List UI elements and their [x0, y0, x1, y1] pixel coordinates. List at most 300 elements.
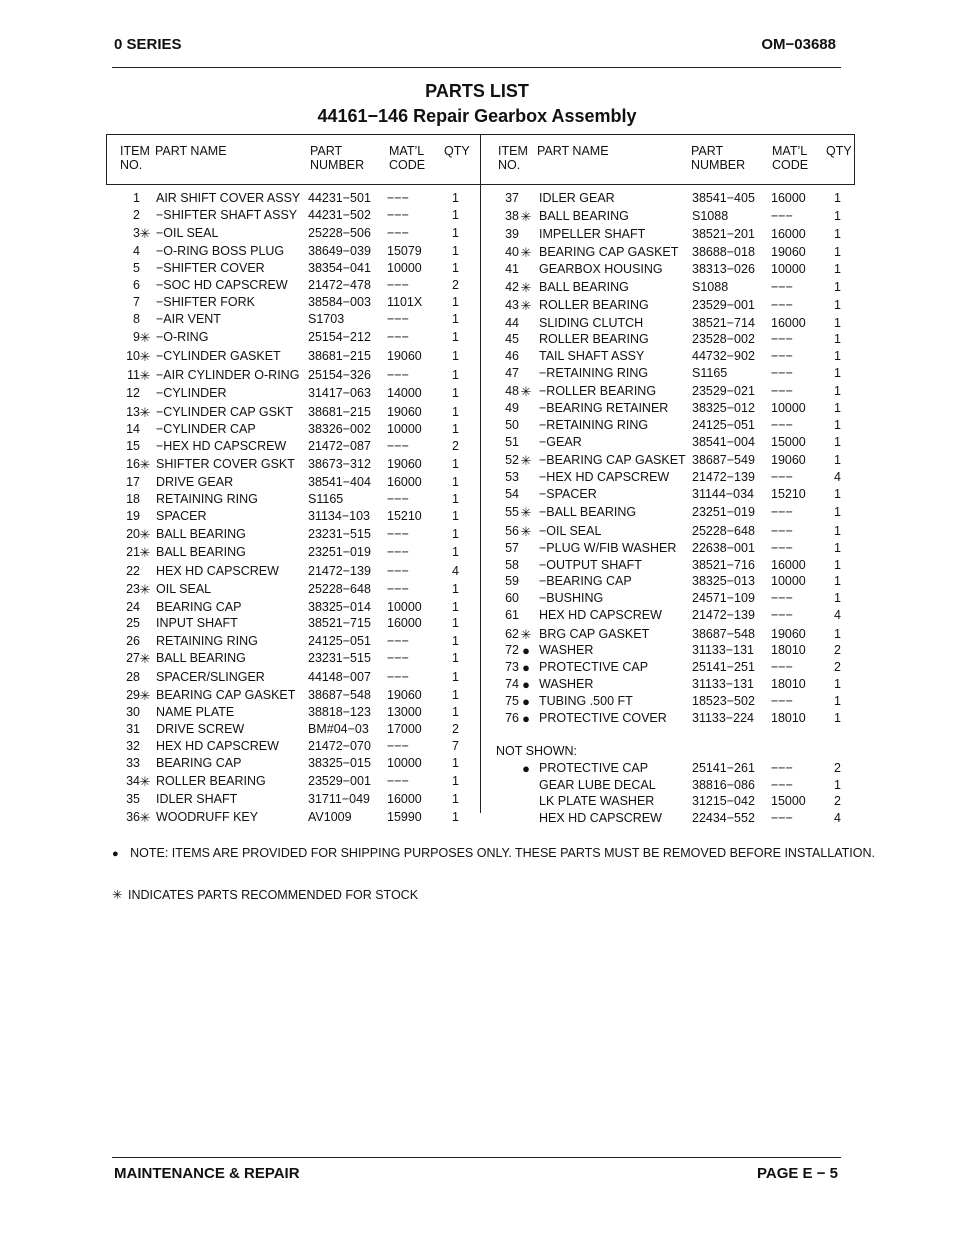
recommended-stock-icon: ✳ — [520, 384, 532, 399]
material-code: 1101X — [387, 295, 423, 309]
item-number: 14 — [126, 422, 140, 436]
item-number: 23 — [126, 582, 140, 596]
quantity: 1 — [834, 453, 841, 467]
material-code: −−− — [387, 739, 409, 753]
part-name: IDLER GEAR — [539, 191, 615, 205]
section-label: MAINTENANCE & REPAIR — [114, 1165, 300, 1182]
right-item-no-header: ITEM NO. — [498, 144, 528, 172]
item-number: 26 — [126, 634, 140, 648]
item-number: 17 — [126, 475, 140, 489]
material-code: −−− — [771, 418, 793, 432]
bullet-icon: ● — [522, 643, 530, 658]
material-code: 10000 — [771, 401, 806, 415]
item-number: 1 — [133, 191, 140, 205]
item-number: 52 — [505, 453, 519, 467]
item-number: 18 — [126, 492, 140, 506]
series-label: 0 SERIES — [114, 36, 182, 53]
quantity: 1 — [834, 591, 841, 605]
material-code: −−− — [771, 591, 793, 605]
header-rule — [112, 67, 841, 68]
page-footer — [114, 1165, 838, 1183]
part-number: 44732−902 — [692, 349, 755, 363]
quantity: 2 — [452, 439, 459, 453]
item-number: 27 — [126, 651, 140, 665]
stock-text: INDICATES PARTS RECOMMENDED FOR STOCK — [127, 888, 419, 902]
part-name: −O-RING BOSS PLUG — [156, 244, 285, 258]
quantity: 1 — [452, 582, 459, 596]
recommended-stock-icon: ✳ — [520, 209, 532, 224]
part-number: 31133−131 — [692, 677, 754, 691]
part-name: SPACER/SLINGER — [156, 670, 265, 684]
part-number: 21472−139 — [692, 608, 755, 622]
part-number: 18523−502 — [692, 694, 755, 708]
item-number: 58 — [505, 558, 519, 572]
material-code: 10000 — [771, 574, 806, 588]
material-code: 18010 — [771, 711, 806, 725]
left-item-no-header: ITEM NO. — [120, 144, 150, 172]
table-row — [0, 523, 954, 540]
quantity: 1 — [452, 670, 459, 684]
quantity: 1 — [452, 295, 459, 309]
part-number: 38326−002 — [308, 422, 371, 436]
material-code: 15210 — [387, 509, 422, 523]
material-code: 18010 — [771, 677, 806, 691]
item-number: 53 — [505, 470, 519, 484]
quantity: 1 — [452, 475, 459, 489]
part-name: −RETAINING RING — [539, 366, 649, 380]
table-row — [0, 348, 954, 365]
material-code: 19060 — [771, 245, 806, 259]
quantity: 1 — [834, 401, 841, 415]
recommended-stock-icon: ✳ — [520, 453, 532, 468]
part-number: BM#04−03 — [308, 722, 369, 736]
item-number: 34 — [126, 774, 140, 788]
part-name: IMPELLER SHAFT — [539, 227, 646, 241]
quantity: 1 — [834, 711, 841, 725]
part-number: 38325−015 — [308, 756, 371, 770]
part-number: 38687−548 — [692, 627, 755, 641]
item-number: 44 — [505, 316, 519, 330]
quantity: 1 — [452, 600, 459, 614]
quantity: 1 — [452, 527, 459, 541]
part-number: 24571−109 — [692, 591, 755, 605]
table-row — [0, 486, 954, 503]
item-number: 38 — [505, 209, 519, 223]
part-number: 25141−261 — [692, 761, 755, 775]
part-name: DRIVE SCREW — [156, 722, 245, 736]
quantity: 4 — [452, 564, 459, 578]
quantity: 1 — [452, 792, 459, 806]
part-name: −BUSHING — [539, 591, 604, 605]
part-number: AV1009 — [308, 810, 352, 824]
part-number: 38816−086 — [692, 778, 755, 792]
quantity: 7 — [452, 739, 459, 753]
quantity: 4 — [834, 470, 841, 484]
item-number: 45 — [505, 332, 519, 346]
quantity: 2 — [452, 278, 459, 292]
table-row — [0, 244, 954, 261]
material-code: −−− — [387, 774, 409, 788]
material-code: −−− — [771, 209, 793, 223]
material-code: −−− — [387, 651, 409, 665]
quantity: 1 — [452, 756, 459, 770]
part-number: 38354−041 — [308, 261, 371, 275]
material-code: 10000 — [387, 261, 422, 275]
part-name: −BEARING CAP GASKET — [539, 453, 686, 467]
item-number: 57 — [505, 541, 519, 555]
item-number: 35 — [126, 792, 140, 806]
recommended-stock-icon: ✳ — [139, 226, 151, 241]
part-name: BEARING CAP GASKET — [156, 688, 296, 702]
bullet-icon: ● — [522, 660, 530, 675]
item-number: 22 — [126, 564, 140, 578]
quantity: 1 — [834, 694, 841, 708]
material-code: −−− — [771, 349, 793, 363]
part-number: 31144−034 — [692, 487, 754, 501]
material-code: 19060 — [387, 349, 422, 363]
part-name: −CYLINDER GASKET — [156, 349, 281, 363]
part-name: −OIL SEAL — [156, 226, 219, 240]
part-name: −HEX HD CAPSCREW — [156, 439, 287, 453]
part-name: −BEARING RETAINER — [539, 401, 669, 415]
table-row — [0, 226, 954, 243]
material-code: −−− — [771, 470, 793, 484]
table-row — [0, 208, 954, 225]
item-number: 56 — [505, 524, 519, 538]
quantity: 1 — [834, 418, 841, 432]
part-number: 31711−049 — [308, 792, 370, 806]
part-number: 21472−139 — [692, 470, 755, 484]
material-code: 17000 — [387, 722, 422, 736]
part-name: GEAR LUBE DECAL — [539, 778, 656, 792]
left-part-name-header: PART NAME — [155, 144, 227, 158]
material-code: −−− — [387, 208, 409, 222]
item-number: 31 — [126, 722, 140, 736]
item-number: 40 — [505, 245, 519, 259]
part-number: S1165 — [308, 492, 344, 506]
quantity: 1 — [834, 627, 841, 641]
table-row — [0, 504, 954, 521]
item-number: 39 — [505, 227, 519, 241]
material-code: −−− — [771, 660, 793, 674]
material-code: −−− — [771, 298, 793, 312]
item-number: 61 — [505, 608, 519, 622]
item-number: 30 — [126, 705, 140, 719]
not-shown-row — [0, 793, 954, 810]
part-name: −O-RING — [156, 330, 209, 344]
recommended-stock-icon: ✳ — [520, 298, 532, 313]
part-number: 38325−013 — [692, 574, 755, 588]
left-qty-header: QTY — [444, 144, 470, 158]
table-row — [0, 400, 954, 417]
part-name: BALL BEARING — [539, 209, 629, 223]
quantity: 1 — [452, 191, 459, 205]
table-row — [0, 573, 954, 590]
quantity: 4 — [834, 608, 841, 622]
part-number: 38325−014 — [308, 600, 371, 614]
item-number: 48 — [505, 384, 519, 398]
part-name: ROLLER BEARING — [539, 298, 649, 312]
part-name: PROTECTIVE CAP — [539, 761, 649, 775]
bullet-icon: ● — [522, 711, 530, 726]
recommended-stock-icon: ✳ — [139, 810, 151, 825]
part-number: S1088 — [692, 280, 729, 294]
table-row — [0, 693, 954, 710]
item-number: 42 — [505, 280, 519, 294]
recommended-stock-icon: ✳ — [139, 368, 151, 383]
material-code: 13000 — [387, 705, 422, 719]
quantity: 1 — [834, 487, 841, 501]
part-name: −OUTPUT SHAFT — [539, 558, 642, 572]
material-code: 15210 — [771, 487, 806, 501]
quantity: 1 — [452, 634, 459, 648]
table-row — [0, 607, 954, 624]
item-number: 75 — [505, 694, 519, 708]
table-row — [0, 642, 954, 659]
material-code: 15990 — [387, 810, 422, 824]
part-name: RETAINING RING — [156, 634, 258, 648]
quantity: 1 — [452, 208, 459, 222]
quantity: 1 — [834, 245, 841, 259]
material-code: 10000 — [387, 600, 422, 614]
part-number: 44231−502 — [308, 208, 371, 222]
table-row — [0, 710, 954, 727]
part-name: TUBING .500 FT — [539, 694, 633, 708]
item-number: 50 — [505, 418, 519, 432]
part-number: 31417−063 — [308, 386, 371, 400]
item-number: 5 — [133, 261, 140, 275]
part-name: −CYLINDER — [156, 386, 227, 400]
recommended-stock-icon: ✳ — [139, 405, 151, 420]
item-number: 8 — [133, 312, 140, 326]
parts-list-title: PARTS LIST — [425, 81, 529, 101]
item-number: 21 — [126, 545, 140, 559]
part-number: S1165 — [692, 366, 728, 380]
item-number: 51 — [505, 435, 519, 449]
table-row — [0, 434, 954, 451]
recommended-stock-icon: ✳ — [520, 280, 532, 295]
part-number: 38541−004 — [692, 435, 755, 449]
part-name: BALL BEARING — [539, 280, 629, 294]
item-number: 46 — [505, 349, 519, 363]
part-name: GEARBOX HOUSING — [539, 262, 663, 276]
quantity: 1 — [452, 349, 459, 363]
part-name: TAIL SHAFT ASSY — [539, 349, 645, 363]
item-number: 12 — [126, 386, 140, 400]
part-number: 38521−714 — [692, 316, 755, 330]
quantity: 1 — [834, 349, 841, 363]
item-number: 59 — [505, 574, 519, 588]
table-row — [0, 365, 954, 382]
material-code: −−− — [771, 778, 793, 792]
recommended-stock-icon: ✳ — [520, 505, 532, 520]
material-code: −−− — [387, 312, 409, 326]
part-name: −SOC HD CAPSCREW — [156, 278, 288, 292]
part-number: 25154−326 — [308, 368, 371, 382]
item-number: 62 — [505, 627, 519, 641]
quantity: 1 — [834, 227, 841, 241]
material-code: 16000 — [771, 316, 806, 330]
part-number: 25228−648 — [692, 524, 755, 538]
part-name: −AIR VENT — [156, 312, 221, 326]
material-code: −−− — [387, 527, 409, 541]
material-code: −−− — [387, 582, 409, 596]
quantity: 2 — [452, 722, 459, 736]
page-number: PAGE E − 5 — [756, 1165, 838, 1182]
item-number: 55 — [505, 505, 519, 519]
recommended-stock-icon: ✳ — [139, 688, 151, 703]
stock-note — [112, 887, 418, 902]
material-code: 19060 — [387, 688, 422, 702]
part-number: 38687−549 — [692, 453, 755, 467]
part-number: 21472−087 — [308, 439, 371, 453]
quantity: 1 — [834, 191, 841, 205]
part-name: HEX HD CAPSCREW — [539, 811, 662, 825]
part-number: 25228−506 — [308, 226, 371, 240]
quantity: 1 — [834, 384, 841, 398]
item-number: 20 — [126, 527, 140, 541]
quantity: 1 — [452, 368, 459, 382]
recommended-stock-icon: ✳ — [139, 330, 151, 345]
item-number: 15 — [126, 439, 140, 453]
part-number: 21472−139 — [308, 564, 371, 578]
part-number: 21472−070 — [308, 739, 371, 753]
quantity: 1 — [452, 616, 459, 630]
material-code: −−− — [387, 634, 409, 648]
part-name: −SHIFTER FORK — [156, 295, 255, 309]
material-code: −−− — [771, 332, 793, 346]
material-code: −−− — [387, 278, 409, 292]
part-name: WOODRUFF KEY — [156, 810, 259, 824]
part-name: −RETAINING RING — [539, 418, 649, 432]
part-number: 44148−007 — [308, 670, 371, 684]
quantity: 2 — [834, 794, 841, 808]
item-number: 16 — [126, 457, 140, 471]
part-number: 31134−103 — [308, 509, 370, 523]
part-number: 38649−039 — [308, 244, 371, 258]
material-code: −−− — [771, 761, 793, 775]
part-number: 23251−019 — [308, 545, 371, 559]
material-code: 10000 — [387, 756, 422, 770]
item-number: 43 — [505, 298, 519, 312]
bullet-icon: ● — [522, 761, 530, 776]
part-name: −ROLLER BEARING — [539, 384, 657, 398]
item-number: 9 — [133, 330, 140, 344]
item-number: 19 — [126, 509, 140, 523]
part-number: 38521−201 — [692, 227, 755, 241]
part-number: 25141−251 — [692, 660, 755, 674]
part-name: DRIVE GEAR — [156, 475, 234, 489]
quantity: 1 — [452, 422, 459, 436]
part-number: 24125−051 — [308, 634, 371, 648]
part-number: 38688−018 — [692, 245, 755, 259]
part-number: 22434−552 — [692, 811, 755, 825]
part-name: NAME PLATE — [156, 705, 235, 719]
part-name: −GEAR — [539, 435, 582, 449]
material-code: 10000 — [771, 262, 806, 276]
material-code: −−− — [771, 384, 793, 398]
item-number: 32 — [126, 739, 140, 753]
quantity: 1 — [452, 492, 459, 506]
table-row — [0, 590, 954, 607]
quantity: 1 — [452, 312, 459, 326]
part-number: 38584−003 — [308, 295, 371, 309]
part-number: 38541−404 — [308, 475, 371, 489]
item-number: 41 — [505, 262, 519, 276]
material-code: 19060 — [387, 405, 422, 419]
table-row — [0, 738, 954, 755]
material-code: 10000 — [387, 422, 422, 436]
part-name: SPACER — [156, 509, 207, 523]
quantity: 1 — [834, 435, 841, 449]
bullet-icon: ● — [112, 848, 119, 860]
recommended-stock-icon: ✳ — [139, 527, 151, 542]
material-code: 15000 — [771, 794, 806, 808]
part-number: 23529−001 — [308, 774, 371, 788]
material-code: −−− — [771, 811, 793, 825]
not-shown-label: NOT SHOWN: — [496, 744, 578, 758]
part-number: 38325−012 — [692, 401, 755, 415]
material-code: 18010 — [771, 643, 806, 657]
material-code: −−− — [387, 330, 409, 344]
part-number: 23231−515 — [308, 527, 371, 541]
material-code: −−− — [387, 226, 409, 240]
table-row — [0, 659, 954, 676]
part-name: RETAINING RING — [156, 492, 258, 506]
right-part-name-header: PART NAME — [537, 144, 609, 158]
not-shown-row — [0, 777, 954, 794]
quantity: 1 — [834, 778, 841, 792]
item-number: 76 — [505, 711, 519, 725]
part-number: 22638−001 — [692, 541, 755, 555]
quantity: 1 — [452, 457, 459, 471]
material-code: 16000 — [387, 792, 422, 806]
table-row — [0, 557, 954, 574]
item-number: 3 — [133, 226, 140, 240]
recommended-stock-icon: ✳ — [520, 627, 532, 642]
recommended-stock-icon: ✳ — [520, 524, 532, 539]
material-code: −−− — [771, 366, 793, 380]
part-name: AIR SHIFT COVER ASSY — [156, 191, 301, 205]
page-header — [114, 36, 836, 54]
part-name: INPUT SHAFT — [156, 616, 238, 630]
quantity: 1 — [452, 774, 459, 788]
recommended-stock-icon: ✳ — [139, 582, 151, 597]
part-number: 38673−312 — [308, 457, 371, 471]
footer-rule — [112, 1157, 841, 1158]
part-number: 38687−548 — [308, 688, 371, 702]
quantity: 1 — [452, 261, 459, 275]
material-code: 16000 — [387, 475, 422, 489]
part-number: 38521−715 — [308, 616, 371, 630]
item-number: 2 — [133, 208, 140, 222]
quantity: 1 — [452, 386, 459, 400]
material-code: 16000 — [771, 191, 806, 205]
part-number: 38681−215 — [308, 405, 371, 419]
material-code: −−− — [387, 439, 409, 453]
quantity: 1 — [834, 298, 841, 312]
quantity: 1 — [834, 574, 841, 588]
part-name: −CYLINDER CAP GSKT — [156, 405, 293, 419]
part-name: ROLLER BEARING — [539, 332, 649, 346]
part-name: SLIDING CLUTCH — [539, 316, 644, 330]
note-text: NOTE: ITEMS ARE PROVIDED FOR SHIPPING PURPOSES ONLY. THESE PARTS MUST BE REMOVED BEFORE INSTALLATION. — [130, 846, 875, 860]
right-matl-code-header: MAT’L CODE — [772, 144, 809, 172]
part-name: BEARING CAP — [156, 600, 242, 614]
quantity: 1 — [452, 688, 459, 702]
part-name: BALL BEARING — [156, 527, 246, 541]
material-code: 16000 — [771, 227, 806, 241]
